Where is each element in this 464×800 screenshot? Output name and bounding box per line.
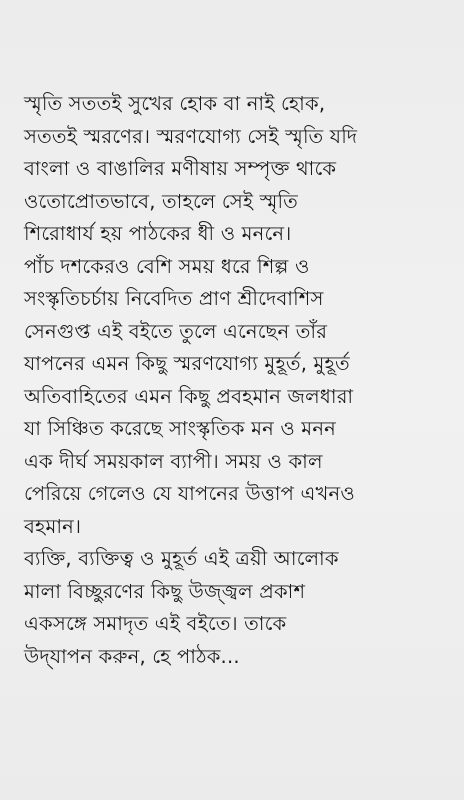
text-line: ব্যক্তি, ব্যক্তিত্ব ও মুহূর্ত এই ত্রয়ী আলোক [24, 547, 339, 570]
text-line: সেনগুপ্ত এই বইতে তুলে এনেছেন তাঁর [24, 319, 328, 343]
text-line: যাপনের এমন কিছু স্মরণযোগ্য মুহূর্ত, মুহূর্ত [24, 352, 350, 375]
paragraph-2 [24, 251, 450, 544]
blurb-text [24, 88, 450, 673]
text-line: বাংলা ও বাঙালির মণীষায় সম্পৃক্ত থাকে [24, 157, 337, 180]
text-line: পেরিয়ে গেলেও যে যাপনের উত্তাপ এখনও [24, 482, 355, 505]
text-line: একসঙ্গে সমাদৃত এই বইতে। তাকে [24, 612, 287, 635]
text-line: মালা বিচ্ছুরণের কিছু উজ্জ্বল প্রকাশ [24, 579, 306, 603]
text-line: উদ্‌যাপন করুন, হে পাঠক... [24, 644, 240, 668]
paragraph-3 [24, 543, 450, 673]
text-line: স্মৃতি সততই সুখের হোক বা নাই হোক, [24, 92, 326, 115]
text-line: বহমান। [24, 514, 82, 538]
text-line: ওতোপ্রোতভাবে, তাহলে সেই স্মৃতি [24, 189, 298, 213]
text-line: এক দীর্ঘ সময়কাল ব্যাপী। সময় ও কাল [24, 449, 323, 473]
text-line: পাঁচ দশকেরও বেশি সময় ধরে শিল্প ও [24, 254, 310, 278]
paragraph-1 [24, 88, 450, 251]
text-line: অতিবাহিতের এমন কিছু প্রবহমান জলধারা [24, 384, 354, 408]
text-line: সততই স্মরণের। স্মরণযোগ্য সেই স্মৃতি যদি [24, 124, 358, 148]
text-line: শিরোধার্য হয় পাঠকের ধী ও মননে। [24, 222, 292, 245]
text-line: সংস্কৃতিচর্চায় নিবেদিত প্রাণ শ্রীদেবাশিস [24, 287, 324, 310]
text-line: যা সিঞ্চিত করেছে সাংস্কৃতিক মন ও মনন [24, 417, 337, 440]
